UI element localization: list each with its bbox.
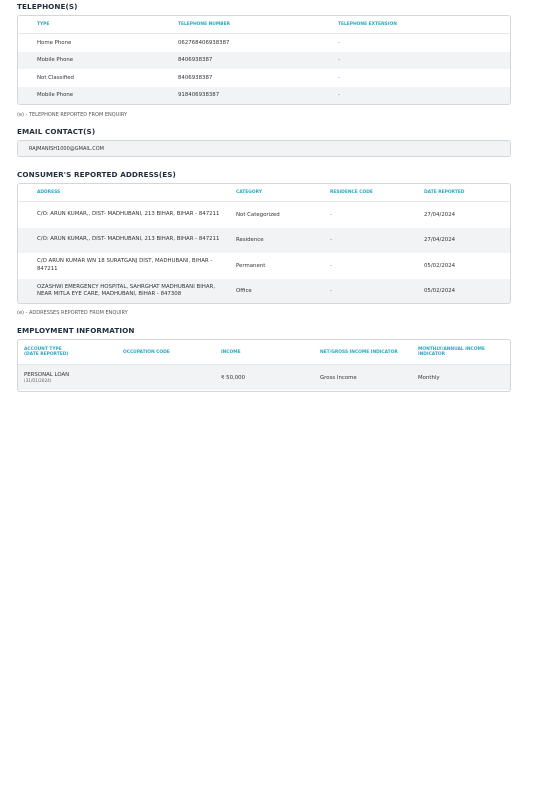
col-net-gross-indicator: NET/GROSS INCOME INDICATOR [320, 349, 398, 355]
phone-extension: - [338, 57, 340, 64]
date-reported: (31/01/2024) [24, 378, 52, 383]
email-contacts-title: EMAIL CONTACT(S) [17, 127, 96, 136]
date-reported: 27/04/2024 [424, 211, 456, 218]
table-row [18, 279, 510, 305]
email-address: RAJMANISH1000@GMAIL.COM [29, 146, 104, 152]
date-reported: 05/02/2024 [424, 288, 456, 295]
telephones-footnote: (e) - TELEPHONE REPORTED FROM ENQUIRY [17, 112, 128, 118]
date-reported: 05/02/2024 [424, 262, 456, 269]
net-gross-indicator: Gross Income [320, 374, 357, 381]
address-text: C/O: ARUN KUMAR,, DIST- MADHUBANI, 213 BIHAR, BIHAR - 847211 [37, 236, 220, 243]
col-monthly-annual-indicator: MONTHLY/ANNUAL INCOME INDICATOR [418, 347, 485, 357]
table-row [18, 365, 510, 390]
address-category: Not Categorized [236, 211, 280, 218]
phone-extension: - [338, 74, 340, 81]
phone-type: Mobile Phone [37, 57, 74, 64]
col-residence-code: RESIDENCE CODE [330, 190, 373, 195]
address-text: C/O ARUN KUMAR WN 18 SURATGANJ DIST, MADHUBANI, BIHAR - 847211 [37, 258, 213, 272]
table-row [18, 228, 510, 254]
address-category: Permanent [236, 262, 266, 269]
phone-extension: - [338, 92, 340, 99]
telephones-header-row [18, 16, 510, 34]
telephones-table [17, 15, 511, 105]
table-row [18, 52, 510, 70]
phone-type: Home Phone [37, 39, 72, 46]
address-category: Residence [236, 237, 264, 244]
addresses-header-row [18, 184, 510, 202]
monthly-annual-indicator: Monthly [418, 374, 440, 381]
addresses-footnote: (e) - ADDRESSES REPORTED FROM ENQUIRY [17, 310, 128, 316]
col-account-type [18, 347, 123, 357]
table-row [18, 202, 510, 228]
phone-number: 918406938387 [178, 92, 220, 99]
account-type-cell [18, 372, 123, 383]
table-row [18, 34, 510, 52]
table-row [18, 87, 510, 105]
col-telephone-extension: TELEPHONE EXTENSION [338, 22, 397, 27]
residence-code: - [330, 211, 332, 218]
phone-number: 8406938387 [178, 57, 213, 64]
email-contacts-list [17, 140, 511, 157]
col-date-reported: DATE REPORTED [424, 190, 465, 195]
telephones-title: TELEPHONE(S) [17, 2, 78, 11]
col-account-type-sub: (DATE REPORTED) [24, 352, 69, 357]
col-occupation-code: OCCUPATION CODE [123, 349, 170, 355]
table-row [18, 253, 510, 279]
col-account-type-label: ACCOUNT TYPE [24, 347, 62, 352]
employment-title: EMPLOYMENT INFORMATION [17, 326, 135, 335]
phone-type: Mobile Phone [37, 92, 74, 99]
address-text: OZASHWI EMERGENCY HOSPITAL, SAHRGHAT MADHUBANI BIHAR, NEAR MITLA EYE CARE, MADHUBANI, BIHAR - 847308 [37, 283, 215, 298]
residence-code: - [330, 288, 332, 295]
phone-type: Not Classified [37, 74, 74, 81]
addresses-table [17, 183, 511, 304]
table-row [18, 69, 510, 87]
phone-extension: - [338, 39, 340, 46]
residence-code: - [330, 262, 332, 269]
address-text: C/O: ARUN KUMAR,, DIST- MADHUBANI, 213 BIHAR, BIHAR - 847211 [37, 210, 220, 217]
income-value: ₹ 50,000 [221, 374, 246, 381]
employment-header-row [18, 340, 510, 365]
addresses-title: CONSUMER'S REPORTED ADDRESS(ES) [17, 170, 176, 179]
col-type: TYPE [37, 22, 50, 27]
phone-number: 8406938387 [178, 74, 213, 81]
residence-code: - [330, 237, 332, 244]
col-category: CATEGORY [236, 190, 262, 195]
phone-number: 06276840693​8387 [178, 39, 230, 46]
date-reported: 27/04/2024 [424, 237, 456, 244]
employment-table [17, 339, 511, 392]
col-income: INCOME [221, 349, 241, 355]
col-address: ADDRESS [37, 189, 61, 195]
account-type: PERSONAL LOAN [24, 372, 70, 378]
col-telephone-number: TELEPHONE NUMBER [178, 22, 230, 27]
address-category: Office [236, 288, 252, 295]
